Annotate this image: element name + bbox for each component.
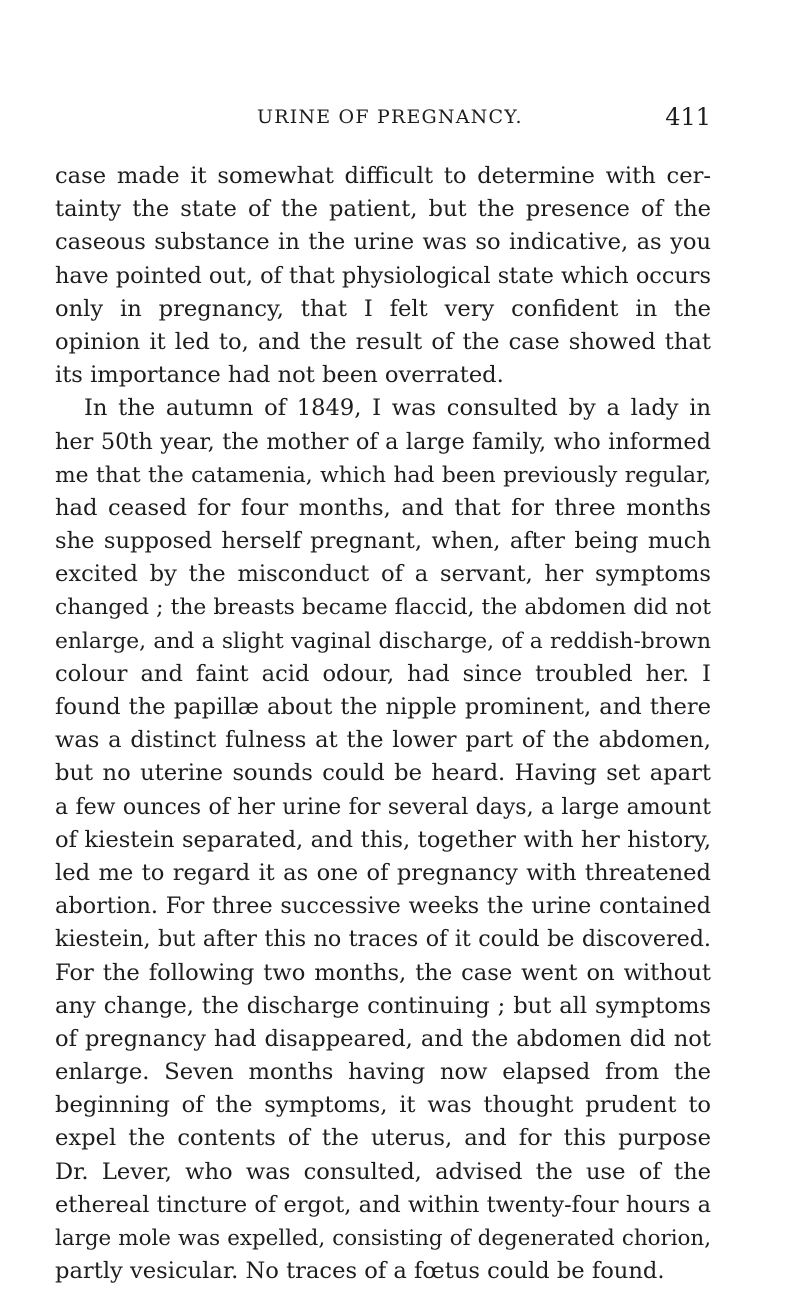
text-line: of kiestein separated, and this, together with her history, <box>55 826 711 853</box>
text-line: had ceased for four months, and that for three months <box>55 494 711 521</box>
text-line: colour and faint acid odour, had since troubled her. I <box>55 660 711 687</box>
text-line: abortion. For three successive weeks the urine contained <box>55 893 711 920</box>
text-line: partly vesicular. No traces of a fœtus could be found. <box>55 1258 665 1285</box>
text-line: excited by the misconduct of a servant, her symptoms <box>55 561 711 588</box>
text-line: its importance had not been overrated. <box>55 362 504 389</box>
text-line: a few ounces of her urine for several days, a large amount <box>55 794 711 820</box>
text-line: changed ; the breasts became flaccid, the abdomen did not <box>55 595 711 621</box>
text-line: For the following two months, the case went on without <box>55 959 711 986</box>
text-line: any change, the discharge continuing ; but all symptoms <box>55 992 711 1019</box>
page-header <box>0 102 711 132</box>
text-line: only in pregnancy, that I felt very confident in the <box>55 295 711 322</box>
text-line: was a distinct fulness at the lower part of the abdomen, <box>55 727 711 754</box>
text-line: she supposed herself pregnant, when, after being much <box>55 528 711 555</box>
body-text <box>55 160 711 1288</box>
page-number: 411 <box>665 103 711 131</box>
text-line: of pregnancy had disappeared, and the abdomen did not <box>55 1025 711 1052</box>
text-line: tainty the state of the patient, but the presence of the <box>55 196 711 223</box>
text-line: case made it somewhat difficult to determine with cer- <box>55 163 711 189</box>
text-line: ethereal tincture of ergot, and within twenty-four hours a <box>55 1191 711 1218</box>
text-line: beginning of the symptoms, it was thought prudent to <box>55 1092 711 1119</box>
paragraph-start-line: In the autumn of 1849, I was consulted by a lady in <box>84 395 711 422</box>
text-line: opinion it led to, and the result of the case showed that <box>55 328 711 355</box>
text-line: me that the catamenia, which had been previously regular, <box>55 462 711 488</box>
text-line: found the papillæ about the nipple prominent, and there <box>55 694 711 720</box>
text-line: her 50th year, the mother of a large family, who informed <box>55 428 711 455</box>
text-line: kiestein, but after this no traces of it could be discovered. <box>55 926 711 953</box>
running-title: URINE OF PREGNANCY. <box>257 106 523 128</box>
text-line: have pointed out, of that physiological state which occurs <box>55 262 711 289</box>
text-line: large mole was expelled, consisting of degenerated chorion, <box>55 1226 711 1251</box>
text-line: enlarge. Seven months having now elapsed from the <box>55 1059 711 1086</box>
text-line: expel the contents of the uterus, and for this purpose <box>55 1125 711 1152</box>
text-line: caseous substance in the urine was so indicative, as you <box>55 229 711 256</box>
text-line: led me to regard it as one of pregnancy with threatened <box>55 859 711 886</box>
text-line: enlarge, and a slight vaginal discharge, of a reddish-brown <box>55 628 711 654</box>
text-line: Dr. Lever, who was consulted, advised the use of the <box>55 1158 711 1185</box>
text-line: but no uterine sounds could be heard. Having set apart <box>55 760 711 787</box>
